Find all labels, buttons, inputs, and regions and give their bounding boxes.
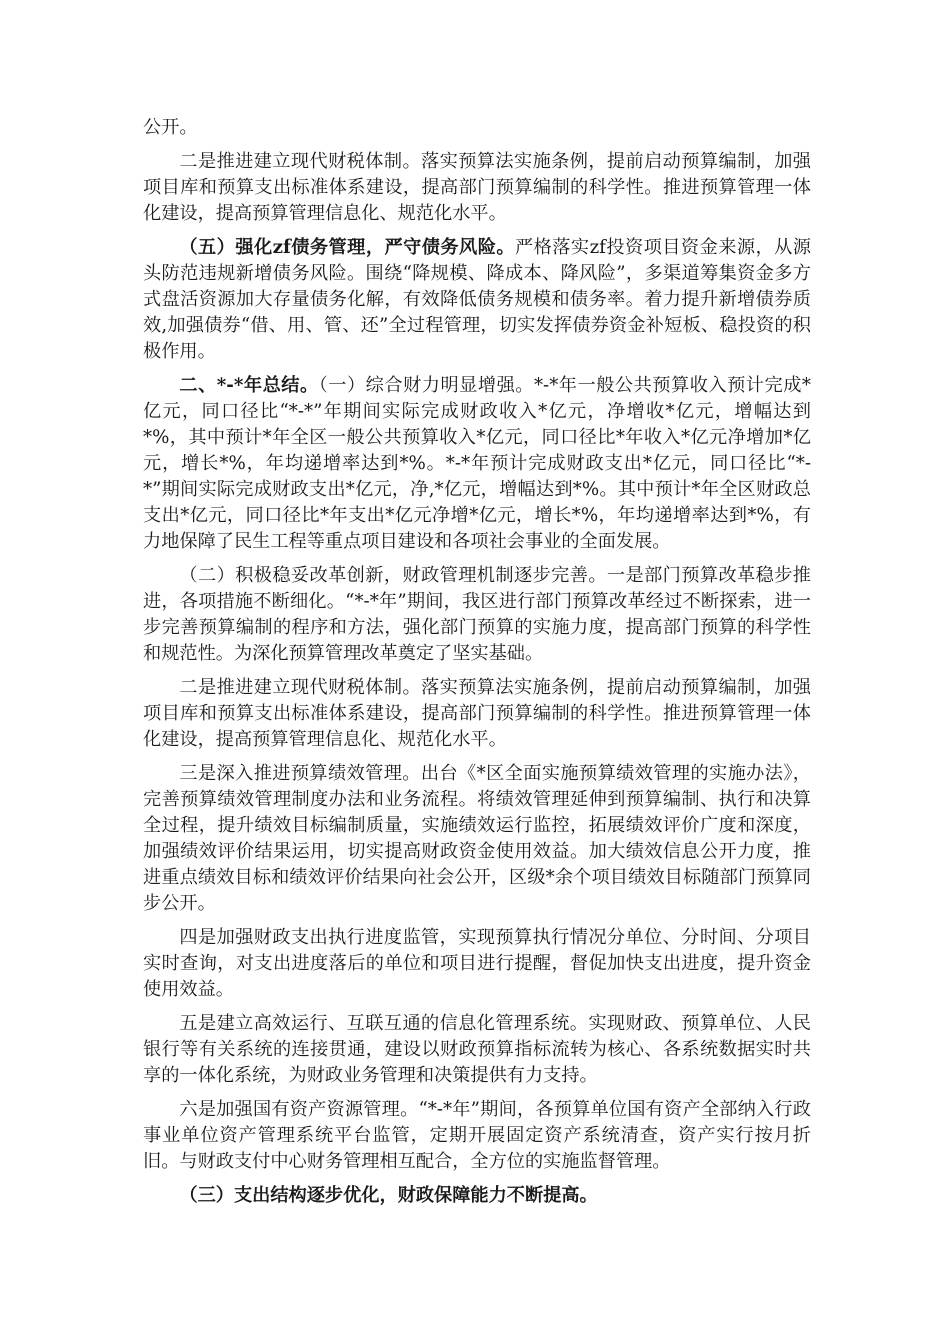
paragraph-7-text: 三是深入推进预算绩效管理。出台《*区全面实施预算绩效管理的实施办法》，完善预算绩效管理制度办法和业务流程。将绩效管理延伸到预算编制、执行和决算全过程，提升绩效目标编制质量，实施绩效运行监控，拓展绩效评价广度和深度，加强绩效评价结果运用，切实提高财政资金使用效益。加大绩效信息公开力度，推进重点绩效目标和绩效评价结果向社会公开，区级*余个项目绩效目标随部门预算同步公开。	[143, 762, 811, 915]
paragraph-4	[143, 373, 811, 556]
paragraph-1-text: 公开。	[143, 117, 198, 138]
paragraph-5-text: （二）积极稳妥改革创新，财政管理机制逐步完善。一是部门预算改革稳步推进，各项措施不断细化。“*-*年”期间，我区进行部门预算改革经过不断探索，进一步完善预算编制的程序和方法，强化部门预算的实施力度，提高部门预算的科学性和规范性。为深化预算管理改革奠定了坚实基础。	[143, 564, 811, 665]
paragraph-3	[143, 235, 811, 365]
paragraph-11	[143, 1183, 811, 1209]
paragraph-8-text: 四是加强财政支出执行进度监管，实现预算执行情况分单位、分时间、分项目实时查询，对支出进度落后的单位和项目进行提醒，督促加快支出进度，提升资金使用效益。	[143, 926, 811, 1001]
paragraph-5	[143, 563, 811, 667]
paragraph-2-text: 二是推进建立现代财税体制。落实预算法实施条例，提前启动预算编制，加强项目库和预算支出标准体系建设，提高部门预算编制的科学性。推进预算管理一体化建设，提高预算管理信息化、规范化水平。	[143, 150, 811, 224]
paragraph-4-heading: 二、*-*年总结。	[179, 374, 319, 396]
paragraph-6	[143, 675, 811, 753]
paragraph-9-text: 五是建立高效运行、互联互通的信息化管理系统。实现财政、预算单位、人民银行等有关系统的连接贯通，建设以财政预算指标流转为核心、各系统数据实时共享的一体化系统，为财政业务管理和决策提供有力支持。	[143, 1012, 811, 1086]
paragraph-9	[143, 1011, 811, 1089]
paragraph-4-text: （一）综合财力明显增强。*-*年一般公共预算收入预计完成*亿元，同口径比“*-*”年期间实际完成财政收入*亿元，净增收*亿元，增幅达到*%，其中预计*年全区一般公共预算收入*亿元，同口径比*年收入*亿元净增加*亿元，增长*%，年均递增率达到*%。*-*年预计完成财政支出*亿元，同口径比“*-*”期间实际完成财政支出*亿元，净,*亿元，增幅达到*%。其中预计*年全区财政总支出*亿元，同口径比*年支出*亿元净增*亿元，增长*%，年均递增率达到*%，有力地保障了民生工程等重点项目建设和各项社会事业的全面发展。	[143, 374, 811, 553]
paragraph-7	[143, 761, 811, 918]
paragraph-1	[143, 115, 811, 141]
paragraph-10	[143, 1097, 811, 1175]
paragraph-3-heading: （五）强化zf债务管理，严守债务风险。	[179, 236, 515, 258]
paragraph-6-text: 二是推进建立现代财税体制。落实预算法实施条例，提前启动预算编制，加强项目库和预算支出标准体系建设，提高部门预算编制的科学性。推进预算管理一体化建设，提高预算管理信息化、规范化水平。	[143, 676, 811, 751]
paragraph-11-heading: （三）支出结构逐步优化，财政保障能力不断提高。	[179, 1184, 598, 1206]
paragraph-2	[143, 149, 811, 227]
document-body	[143, 115, 811, 1216]
paragraph-3-text: 严格落实zf投资项目资金来源，从源头防范违规新增债务风险。围绕“降规模、降成本、降风险”，多渠道筹集资金多方式盘活资源加大存量债务化解，有效降低债务规模和债务率。着力提升新增债券质效,加强债券“借、用、管、还”全过程管理，切实发挥债券资金补短板、稳投资的积极作用。	[143, 236, 811, 362]
paragraph-8	[143, 925, 811, 1003]
paragraph-10-text: 六是加强国有资产资源管理。“*-*年”期间，各预算单位国有资产全部纳入行政事业单位资产管理系统平台监管，定期开展固定资产系统清查，资产实行按月折旧。与财政支付中心财务管理相互配合，全方位的实施监督管理。	[143, 1098, 811, 1172]
